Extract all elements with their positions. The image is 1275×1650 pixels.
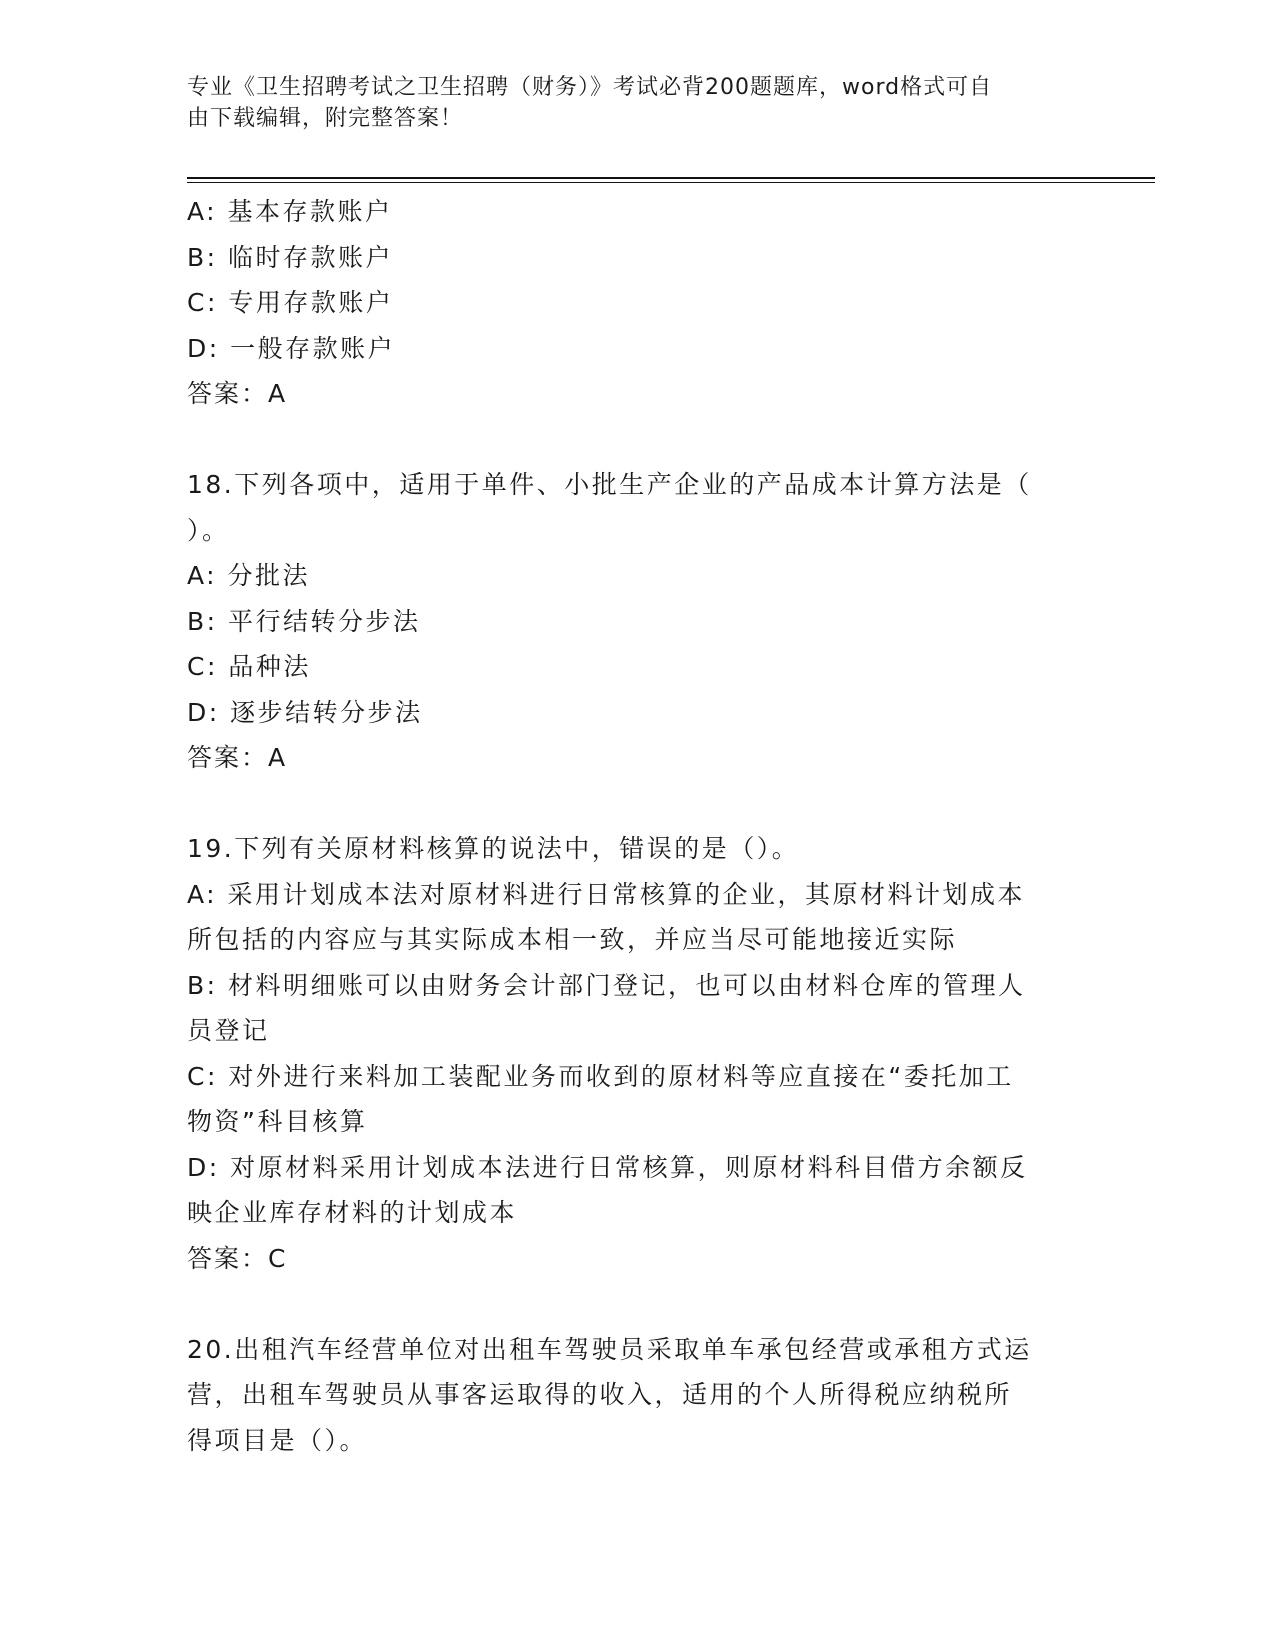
question-stem-line: 20.出租汽车经营单位对出租车驾驶员采取单车承包经营或承租方式运 [187,1334,1032,1364]
option-d: D: 逐步结转分步法 [187,697,423,727]
option-c: C: 对外进行来料加工装配业务而收到的原材料等应直接在“委托加工 [187,1061,1014,1091]
question-18 [187,462,1067,781]
question-17 [187,189,1067,417]
header-line-1: 专业《卫生招聘考试之卫生招聘（财务）》考试必背200题题库，word格式可自 [187,75,993,100]
option-c: C: 专用存款账户 [187,288,394,317]
answer: 答案：C [187,1243,288,1273]
option-c: C: 品种法 [187,652,311,681]
option-b: B: 临时存款账户 [187,242,394,272]
question-stem-line: 18.下列各项中，适用于单件、小批生产企业的产品成本计算方法是（ [187,470,1032,499]
option-d-continued: 映企业库存材料的计划成本 [187,1198,518,1227]
option-a-continued: 所包括的内容应与其实际成本相一致，并应当尽可能地接近实际 [187,925,958,954]
option-a: A: 分批法 [187,561,311,590]
document-header [187,72,1067,134]
question-stem-line: ）。 [187,515,230,545]
option-b: B: 材料明细账可以由财务会计部门登记，也可以由材料仓库的管理人 [187,970,1026,1000]
question-19 [187,826,1067,1281]
header-divider-thick [187,177,1155,179]
option-a: A: 采用计划成本法对原材料进行日常核算的企业，其原材料计划成本 [187,879,1026,909]
question-stem-line: 19.下列有关原材料核算的说法中，错误的是（）。 [187,834,800,863]
option-b: B: 平行结转分步法 [187,606,421,636]
question-stem-line: 营，出租车驾驶员从事客运取得的收入，适用的个人所得税应纳税所 [187,1380,1013,1409]
answer: 答案：A [187,743,288,772]
question-gap [187,1281,1067,1327]
header-divider-thin [187,182,1155,183]
question-stem-line: 得项目是（）。 [187,1425,368,1455]
question-20 [187,1327,1067,1464]
question-list [187,189,1067,1463]
option-a: A: 基本存款账户 [187,197,393,226]
question-gap [187,781,1067,827]
header-line-2: 由下载编辑，附完整答案！ [187,106,464,131]
question-gap [187,417,1067,463]
answer: 答案：A [187,379,288,408]
option-b-continued: 员登记 [187,1016,270,1045]
option-d: D: 对原材料采用计划成本法进行日常核算，则原材料科目借方余额反 [187,1152,1028,1182]
option-c-continued: 物资”科目核算 [187,1107,368,1136]
option-d: D: 一般存款账户 [187,333,396,363]
